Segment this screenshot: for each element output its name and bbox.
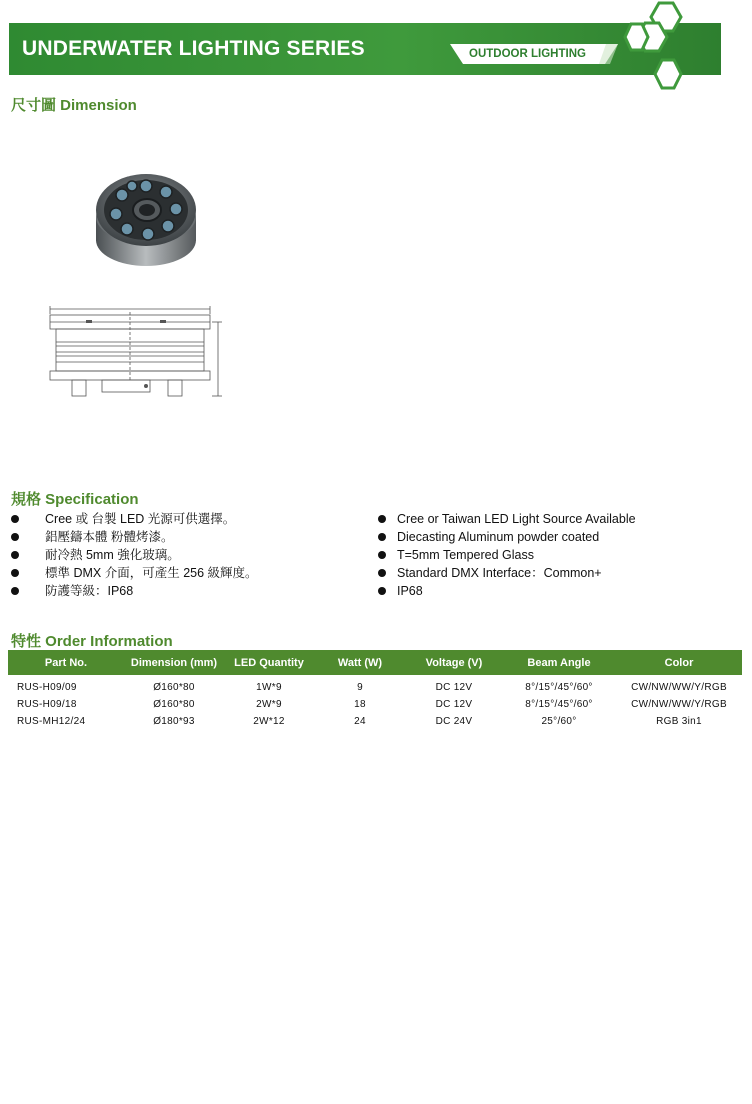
table-cell: Ø160*80 [153,682,195,693]
spec-item: Cree or Taiwan LED Light Source Available [378,510,738,528]
specification-heading: 規格 Specification [11,491,139,508]
spec-item: 防護等級：IP68 [11,582,371,600]
table-cell: 25°/60° [541,716,577,727]
bullet-icon [11,533,19,541]
column-header: Watt (W) [314,650,406,675]
table-cell: DC 24V [435,716,473,727]
table-cell: 24 [354,716,366,727]
category-tag [450,44,618,64]
column-header: Voltage (V) [406,650,502,675]
table-cell: 18 [354,699,366,710]
part-number-cell: RUS-H09/18 [17,699,77,710]
header-banner [9,23,721,75]
table-cell: 2W*9 [256,699,282,710]
bullet-icon [11,569,19,577]
table-cell: DC 12V [435,682,473,693]
table-cell: 1W*9 [256,682,282,693]
category-tag-label: OUTDOOR LIGHTING [469,48,586,60]
technical-drawing [42,302,232,404]
spec-item: Diecasting Aluminum powder coated [378,528,738,546]
spec-item: 標準 DMX 介面，可產生 256 級輝度。 [11,564,371,582]
part-number-cell: RUS-H09/09 [17,682,77,693]
table-row [8,679,742,696]
order-table [8,650,742,730]
table-cell: CW/NW/WW/Y/RGB [631,699,727,710]
table-cell: Ø180*93 [153,716,195,727]
column-header: Color [616,650,742,675]
table-cell: 2W*12 [253,716,285,727]
dimension-heading: 尺寸圖 Dimension [11,97,137,114]
table-cell: 8°/15°/45°/60° [525,682,593,693]
bullet-icon [378,587,386,595]
column-header: Part No. [8,650,124,675]
spec-item: 耐冷熱 5mm 強化玻璃。 [11,546,371,564]
bullet-icon [11,587,19,595]
spec-item: IP68 [378,582,738,600]
bullet-icon [378,515,386,523]
column-header: Beam Angle [502,650,616,675]
table-row [8,696,742,713]
spec-item: Cree 或 台製 LED 光源可供選擇。 [11,510,371,528]
spec-item: 鋁壓鑄本體 粉體烤漆。 [11,528,371,546]
bullet-icon [11,515,19,523]
spec-item: Standard DMX Interface：Common+ [378,564,738,582]
table-cell: RGB 3in1 [656,716,702,727]
bullet-icon [378,569,386,577]
table-row [8,713,742,730]
column-header: LED Quantity [224,650,314,675]
bullet-icon [378,551,386,559]
series-title: UNDERWATER LIGHTING SERIES [22,37,365,60]
product-photo [86,162,204,274]
table-cell: 8°/15°/45°/60° [525,699,593,710]
order-heading: 特性 Order Information [11,633,173,650]
column-header: Dimension (mm) [124,650,224,675]
table-cell: CW/NW/WW/Y/RGB [631,682,727,693]
table-cell: DC 12V [435,699,473,710]
table-cell: Ø160*80 [153,699,195,710]
spec-item: T=5mm Tempered Glass [378,546,738,564]
bullet-icon [378,533,386,541]
table-header-row [8,650,742,675]
spec-list-english [378,510,738,600]
table-cell: 9 [357,682,363,693]
bullet-icon [11,551,19,559]
part-number-cell: RUS-MH12/24 [17,716,86,727]
spec-list-chinese [11,510,371,600]
